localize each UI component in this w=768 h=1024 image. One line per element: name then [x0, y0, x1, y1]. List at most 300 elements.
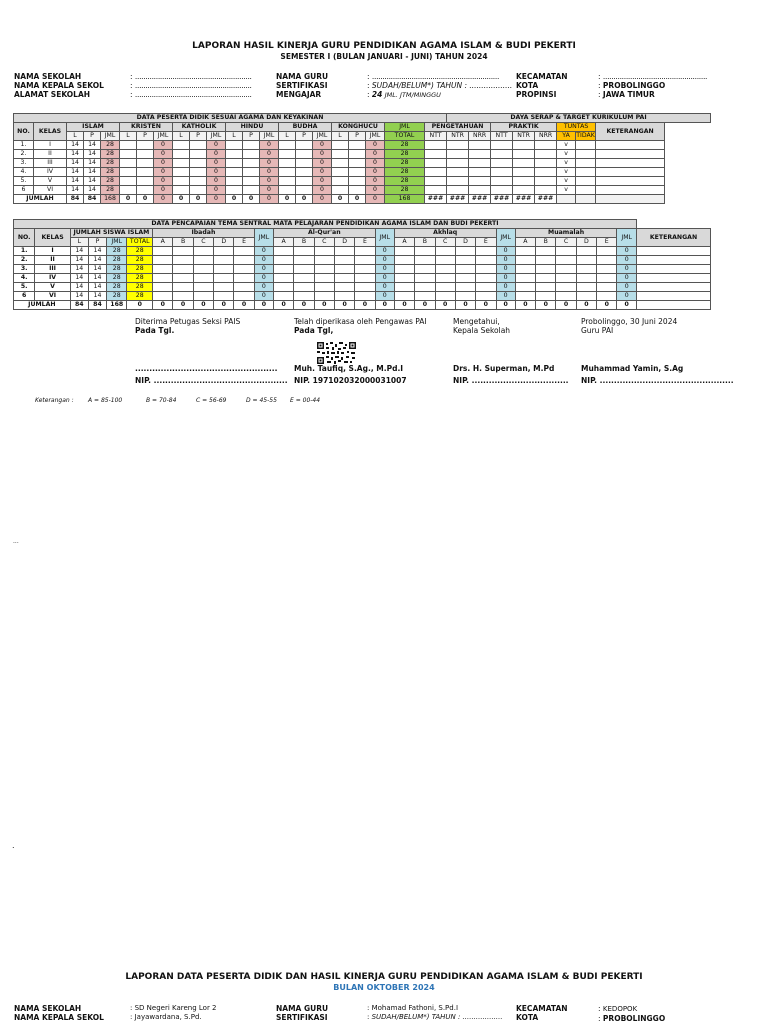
header-labels-right [516, 72, 568, 99]
cell-grade [214, 283, 234, 292]
col-grade: A [394, 238, 414, 247]
table-row [14, 168, 711, 177]
col-p: P [190, 132, 207, 141]
cell-jml: 0 [260, 186, 279, 195]
cell-grade [394, 274, 414, 283]
col-jml: JML [107, 238, 127, 247]
cell-tidak [576, 159, 596, 168]
cell-p [243, 141, 260, 150]
cell-islam-p: 14 [84, 150, 101, 159]
cell-grade [173, 292, 193, 301]
cell-theme-jml: 0 [496, 292, 515, 301]
religion-header: HINDU [226, 123, 279, 132]
kota-value: PROBOLINGGO [602, 81, 666, 90]
alamat-sekolah-value: ........................................................ [134, 90, 252, 99]
cell-grade [556, 256, 576, 265]
cell-jml: 0 [313, 159, 332, 168]
sep: : [598, 72, 601, 81]
col-grade: E [476, 238, 496, 247]
r2-kecamatan-label: KECAMATAN [516, 1004, 568, 1013]
cell-l [279, 186, 296, 195]
cell-grade [173, 256, 193, 265]
cell-kelas: I [35, 247, 70, 256]
cell-islam-jml: 28 [101, 186, 120, 195]
cell-tidak [576, 168, 596, 177]
cell-grade [153, 265, 173, 274]
sep: : [367, 72, 370, 81]
cell-l [120, 168, 137, 177]
cell-jml: 28 [107, 247, 127, 256]
cell-score [491, 168, 513, 177]
cell-grade [515, 283, 535, 292]
col-no: NO. [14, 229, 35, 247]
cell-grade [314, 247, 334, 256]
cell-grade [415, 247, 435, 256]
cell-jumlah-jml: 0 [366, 195, 385, 204]
col-l: L [279, 132, 296, 141]
cell-l [226, 168, 243, 177]
cell-kelas: III [35, 265, 70, 274]
cell-jumlah-total: 0 [127, 301, 153, 310]
cell-jumlah-value: 0 [254, 301, 273, 310]
cell-islam-jml: 28 [101, 159, 120, 168]
cell-score [469, 141, 491, 150]
cell-l [332, 150, 349, 159]
cell-grade [273, 256, 293, 265]
cell-islam-l: 14 [67, 168, 84, 177]
cell-grade [294, 274, 314, 283]
cell-jumlah-p: 0 [349, 195, 366, 204]
cell-l [332, 159, 349, 168]
col-grade: B [415, 238, 435, 247]
cell-grade [515, 274, 535, 283]
cell-p: 14 [88, 283, 106, 292]
cell-islam-jml: 28 [101, 177, 120, 186]
cell-jml: 0 [260, 168, 279, 177]
cell-grade [435, 265, 455, 274]
r2-kecamatan-value: KEDOPOK [602, 1005, 638, 1013]
col-grade: A [273, 238, 293, 247]
cell-ya: v [557, 159, 576, 168]
cell-theme-jml: 0 [617, 292, 637, 301]
sertifikasi-value: SUDAH/BELUM*) TAHUN : .................. [371, 81, 513, 90]
r2-kepala-value: Jayawardana, S.Pd. [134, 1013, 202, 1021]
propinsi-label: PROPINSI [516, 90, 557, 99]
cell-kelas: III [34, 159, 67, 168]
cell-theme-jml: 0 [496, 247, 515, 256]
cell-grade [273, 274, 293, 283]
cell-grade [515, 292, 535, 301]
cell-no: 4. [14, 168, 34, 177]
cell-theme-jml: 0 [496, 274, 515, 283]
cell-score [535, 186, 557, 195]
cell-jml: 28 [107, 274, 127, 283]
cell-islam-p: 14 [84, 186, 101, 195]
cell-grade [214, 292, 234, 301]
cell-score [513, 150, 535, 159]
sig-nip-guru: NIP. ............................................... [581, 376, 734, 385]
legend-c: C = 56-69 [196, 397, 227, 404]
cell-grade [193, 292, 213, 301]
col-l: L [67, 132, 84, 141]
col-ntt: NTT [425, 132, 447, 141]
col-tuntas: TUNTAS [557, 123, 596, 132]
sig-nip-kepala: NIP. .................................. [453, 376, 569, 385]
cell-grade [234, 292, 254, 301]
cell-p [190, 150, 207, 159]
cell-grade [173, 247, 193, 256]
sig-name-guru: Muhammad Yamin, S.Ag [581, 364, 684, 373]
cell-jml: 28 [107, 292, 127, 301]
cell-grade [394, 292, 414, 301]
cell-grade [153, 283, 173, 292]
col-grade: D [214, 238, 234, 247]
sig-pengawas-line2: Pada Tgl, [294, 326, 334, 335]
cell-jumlah-value: 0 [355, 301, 375, 310]
cell-jml: 0 [313, 186, 332, 195]
col-p: P [349, 132, 366, 141]
cell-p [243, 150, 260, 159]
cell-jml: 0 [207, 150, 226, 159]
cell-jumlah-jml: 168 [101, 195, 120, 204]
cell-total: 28 [385, 159, 425, 168]
cell-p [190, 186, 207, 195]
cell-grade [214, 256, 234, 265]
cell-jumlah-value: 0 [375, 301, 394, 310]
col-grade: B [536, 238, 556, 247]
report2-values-right [598, 1004, 665, 1023]
col-p: P [296, 132, 313, 141]
legend-d: D = 45-55 [246, 397, 277, 404]
sig-petugas-line1: Diterima Petugas Seksi PAIS [135, 317, 241, 326]
cell-no: 6 [14, 186, 34, 195]
sep: : [367, 81, 370, 90]
cell-l [120, 150, 137, 159]
cell-p [296, 186, 313, 195]
cell-theme-jml: 0 [375, 292, 394, 301]
cell-p [243, 177, 260, 186]
cell-grade [597, 283, 617, 292]
kecamatan-label: KECAMATAN [516, 72, 568, 81]
cell-p [190, 141, 207, 150]
cell-jumlah-jml: 0 [207, 195, 226, 204]
cell-grade [576, 283, 596, 292]
col-praktik: PRAKTIK [491, 123, 557, 132]
cell-jumlah-value: 0 [153, 301, 173, 310]
cell-keterangan [596, 159, 665, 168]
cell-keterangan [596, 141, 665, 150]
cell-p [190, 159, 207, 168]
sep: : [130, 81, 133, 90]
cell-grade [394, 265, 414, 274]
header-values-mid [367, 72, 512, 100]
report-title: LAPORAN HASIL KINERJA GURU PENDIDIKAN AGAMA ISLAM & BUDI PEKERTI [192, 41, 576, 51]
cell-grade [173, 283, 193, 292]
cell-jml: 0 [260, 150, 279, 159]
cell-keterangan [637, 292, 711, 301]
cell-l [173, 177, 190, 186]
cell-l [173, 141, 190, 150]
cell-grade [435, 247, 455, 256]
cell-p [137, 141, 154, 150]
cell-p [243, 168, 260, 177]
sig-col2 [294, 317, 427, 335]
cell-score [535, 141, 557, 150]
cell-keterangan [596, 195, 665, 204]
col-jml: JML [313, 132, 332, 141]
table-pencapaian-tema [13, 219, 711, 310]
cell-jumlah-p: 84 [84, 195, 101, 204]
cell-l: 14 [70, 274, 88, 283]
cell-grade [536, 247, 556, 256]
cell-p: 14 [88, 265, 106, 274]
cell-score [469, 168, 491, 177]
cell-grade [576, 247, 596, 256]
cell-theme-jml: 0 [254, 265, 273, 274]
cell-islam-l: 14 [67, 150, 84, 159]
cell-jumlah-value: 0 [415, 301, 435, 310]
cell-p: 14 [88, 247, 106, 256]
sep: : [598, 1004, 601, 1013]
cell-l [279, 159, 296, 168]
cell-grade [556, 265, 576, 274]
cell-grade [576, 256, 596, 265]
cell-no: 3. [14, 159, 34, 168]
col-ntt: NTT [491, 132, 513, 141]
cell-grade [294, 256, 314, 265]
cell-p [243, 186, 260, 195]
cell-kelas: II [35, 256, 70, 265]
cell-score [447, 159, 469, 168]
cell-jml: 0 [207, 159, 226, 168]
cell-grade [234, 274, 254, 283]
cell-grade [556, 292, 576, 301]
cell-score [425, 150, 447, 159]
cell-theme-jml: 0 [375, 265, 394, 274]
cell-islam-l: 14 [67, 159, 84, 168]
r2-kota-label: KOTA [516, 1013, 539, 1022]
cell-keterangan [637, 256, 711, 265]
col-kelas: KELAS [34, 123, 67, 141]
cell-jumlah-value: 0 [515, 301, 535, 310]
cell-jumlah-value: 0 [435, 301, 455, 310]
cell-grade [153, 292, 173, 301]
col-theme-jml: JML [375, 229, 394, 247]
cell-l [332, 168, 349, 177]
theme-header: Ibadah [153, 229, 255, 238]
cell-no: 3. [14, 265, 35, 274]
cell-jumlah-score: ### [447, 195, 469, 204]
cell-jumlah-value: 0 [576, 301, 596, 310]
cell-theme-jml: 0 [375, 274, 394, 283]
cell-jumlah-value: 0 [334, 301, 354, 310]
cell-grade [294, 265, 314, 274]
cell-total: 28 [385, 186, 425, 195]
cell-grade [556, 274, 576, 283]
cell-grade [455, 256, 475, 265]
cell-theme-jml: 0 [617, 265, 637, 274]
cell-total: 28 [385, 177, 425, 186]
stray-dot: . [12, 841, 15, 850]
mengajar-value: 24 [371, 90, 383, 99]
cell-keterangan [637, 301, 711, 310]
col-grade: C [556, 238, 576, 247]
col-l: L [120, 132, 137, 141]
cell-ya: v [557, 141, 576, 150]
header-labels-mid [276, 72, 328, 99]
religion-header: KATHOLIK [173, 123, 226, 132]
cell-score [535, 168, 557, 177]
cell-score [535, 177, 557, 186]
cell-theme-jml: 0 [617, 247, 637, 256]
cell-jumlah-l: 0 [279, 195, 296, 204]
cell-no: 2. [14, 256, 35, 265]
col-p: P [137, 132, 154, 141]
cell-jml: 0 [154, 186, 173, 195]
col-jml: JML [260, 132, 279, 141]
cell-score [513, 168, 535, 177]
cell-grade [597, 247, 617, 256]
col-l: L [332, 132, 349, 141]
cell-grade [334, 247, 354, 256]
table2-title: DATA PENCAPAIAN TEMA SENTRAL MATA PELAJARAN PENDIDIKAN AGAMA ISLAM DAN BUDI PEKERTI [14, 220, 637, 229]
cell-grade [273, 247, 293, 256]
cell-jumlah-score: ### [491, 195, 513, 204]
cell-grade [334, 283, 354, 292]
cell-grade [597, 274, 617, 283]
cell-grade [314, 283, 334, 292]
cell-jumlah-value: 0 [556, 301, 576, 310]
report2-title: LAPORAN DATA PESERTA DIDIK DAN HASIL KINERJA GURU PENDIDIKAN AGAMA ISLAM & BUDI PEKERTI [125, 972, 643, 982]
col-grade: A [153, 238, 173, 247]
legend-a: A = 85-100 [88, 397, 123, 404]
cell-grade [556, 247, 576, 256]
col-nrr: NRR [469, 132, 491, 141]
cell-jumlah-value: 0 [314, 301, 334, 310]
cell-l [226, 141, 243, 150]
cell-kelas: IV [35, 274, 70, 283]
cell-grade [435, 274, 455, 283]
cell-jml: 0 [260, 159, 279, 168]
sep: : [130, 72, 133, 81]
cell-jumlah-total: 168 [385, 195, 425, 204]
cell-jumlah-l: 84 [67, 195, 84, 204]
cell-l [120, 159, 137, 168]
r2-nama-sekolah-value: SD Negeri Kareng Lor 2 [134, 1004, 217, 1012]
cell-jml: 28 [107, 265, 127, 274]
r2-guru-label: NAMA GURU [276, 1004, 329, 1013]
cell-jumlah-value: 0 [617, 301, 637, 310]
col-jml: JML [154, 132, 173, 141]
col-l: L [70, 238, 88, 247]
cell-grade [294, 292, 314, 301]
cell-jumlah-l: 0 [332, 195, 349, 204]
cell-l [226, 186, 243, 195]
cell-theme-jml: 0 [617, 283, 637, 292]
cell-l: 14 [70, 265, 88, 274]
cell-score [513, 141, 535, 150]
cell-grade [153, 274, 173, 283]
cell-score [447, 141, 469, 150]
sig-pengawas-line1: Telah diperikasa oleh Pengawas PAI [294, 317, 427, 326]
cell-grade [334, 256, 354, 265]
cell-grade [314, 256, 334, 265]
cell-jumlah-value: 0 [536, 301, 556, 310]
cell-l [332, 177, 349, 186]
cell-grade [415, 292, 435, 301]
cell-grade [597, 265, 617, 274]
table-row [14, 177, 711, 186]
report-subtitle: SEMESTER I (BULAN JANUARI - JUNI) TAHUN 2024 [280, 52, 488, 61]
cell-grade [455, 292, 475, 301]
cell-jml: 0 [313, 168, 332, 177]
cell-p [349, 168, 366, 177]
cell-total: 28 [127, 292, 153, 301]
cell-grade [355, 265, 375, 274]
col-grade: A [515, 238, 535, 247]
cell-jml: 0 [366, 168, 385, 177]
cell-jumlah-p: 0 [296, 195, 313, 204]
cell-p: 14 [88, 292, 106, 301]
table-row [14, 247, 711, 256]
col-ntr: NTR [513, 132, 535, 141]
col-grade: D [576, 238, 596, 247]
cell-jumlah-value: 0 [597, 301, 617, 310]
cell-theme-jml: 0 [375, 247, 394, 256]
col-p: P [88, 238, 106, 247]
r2-kepala-label: NAMA KEPALA SEKOL [14, 1013, 104, 1022]
kepala-sekolah-label: NAMA KEPALA SEKOL [14, 81, 104, 90]
cell-score [491, 177, 513, 186]
cell-ya: v [557, 168, 576, 177]
col-grade: E [234, 238, 254, 247]
cell-score [425, 159, 447, 168]
cell-jml: 0 [260, 141, 279, 150]
cell-keterangan [637, 274, 711, 283]
cell-grade [193, 274, 213, 283]
sig-nip-petugas: NIP. ............................................... [135, 376, 288, 385]
sep: : [598, 81, 601, 90]
cell-p [190, 177, 207, 186]
cell-grade [536, 283, 556, 292]
cell-p [349, 150, 366, 159]
cell-score [425, 168, 447, 177]
cell-score [469, 186, 491, 195]
mengajar-label: MENGAJAR [276, 90, 322, 99]
cell-l [120, 186, 137, 195]
cell-score [447, 186, 469, 195]
cell-p [296, 168, 313, 177]
cell-grade [214, 247, 234, 256]
cell-grade [415, 265, 435, 274]
table-row [14, 186, 711, 195]
cell-score [513, 177, 535, 186]
cell-islam-p: 14 [84, 159, 101, 168]
cell-jml: 0 [260, 177, 279, 186]
cell-grade [355, 283, 375, 292]
col-keterangan: KETERANGAN [637, 229, 711, 247]
cell-grade [193, 247, 213, 256]
alamat-sekolah-label: ALAMAT SEKOLAH [14, 90, 91, 99]
cell-jumlah-score: ### [535, 195, 557, 204]
header-values-right [598, 72, 707, 99]
cell-score [535, 159, 557, 168]
cell-jumlah-value: 0 [193, 301, 213, 310]
col-grade: C [314, 238, 334, 247]
cell-grade [394, 256, 414, 265]
cell-kelas: IV [34, 168, 67, 177]
cell-p [137, 159, 154, 168]
